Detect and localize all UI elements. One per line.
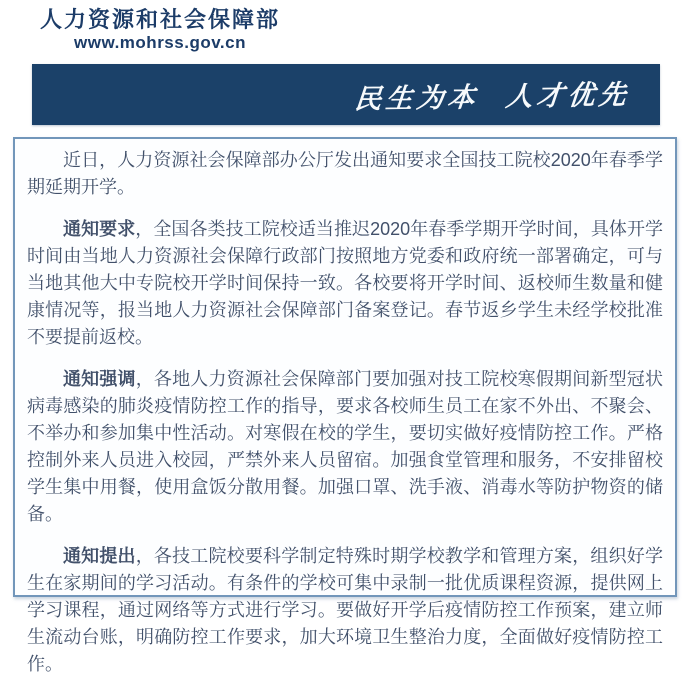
article-paragraph: [27, 543, 663, 678]
article-paragraph: [27, 147, 663, 201]
paragraph-text: 近日，人力资源社会保障部办公厅发出通知要求全国技工院校2020年春季学期延期开学。: [27, 150, 663, 197]
article-paragraph: [27, 366, 663, 528]
paragraph-lead: 通知提出: [63, 546, 136, 566]
paragraph-text: ，各技工院校要科学制定特殊时期学校教学和管理方案，组织好学生在家期间的学习活动。有条件的学校可集中录制一批优质课程资源，提供网上学习课程，通过网络等方式进行学习。要做好开学后疫情防控工作预案，建立师生流动台账，明确防控工作要求，加大环境卫生整治力度，全面做好疫情防控工作。: [27, 546, 663, 674]
paragraph-lead: 通知强调: [63, 369, 136, 389]
article-paragraph: [27, 216, 663, 351]
article-box: [13, 137, 677, 674]
paragraph-text: ，各地人力资源社会保障部门要加强对技工院校寒假期间新型冠状病毒感染的肺炎疫情防控工作的指导，要求各校师生员工在家不外出、不聚会、不举办和参加集中性活动。对寒假在校的学生，要切实做好疫情防控工作。严格控制外来人员进入校园，严禁外来人员留宿。加强食堂管理和服务，不安排留校学生集中用餐，使用盒饭分散用餐。加强口罩、洗手液、消毒水等防护物资的储备。: [27, 369, 663, 524]
site-logo: [40, 7, 280, 53]
paragraph-lead: 通知要求: [63, 219, 136, 239]
slogan-banner: [32, 64, 660, 125]
site-url: www.mohrss.gov.cn: [74, 33, 246, 52]
paragraph-text: ，全国各类技工院校适当推迟2020年春季学期开学时间，具体开学时间由当地人力资源社会保障行政部门按照地方党委和政府统一部署确定，可与当地其他大中专院校开学时间保持一致。各校要将开学时间、返校师生数量和健康情况等，报当地人力资源社会保障部门备案登记。春节返乡学生未经学校批准不要提前返校。: [27, 219, 664, 347]
site-title: 人力资源和社会保障部: [40, 7, 281, 32]
banner-slogan-calligraphy: 民生为本 人才优先: [353, 79, 632, 116]
